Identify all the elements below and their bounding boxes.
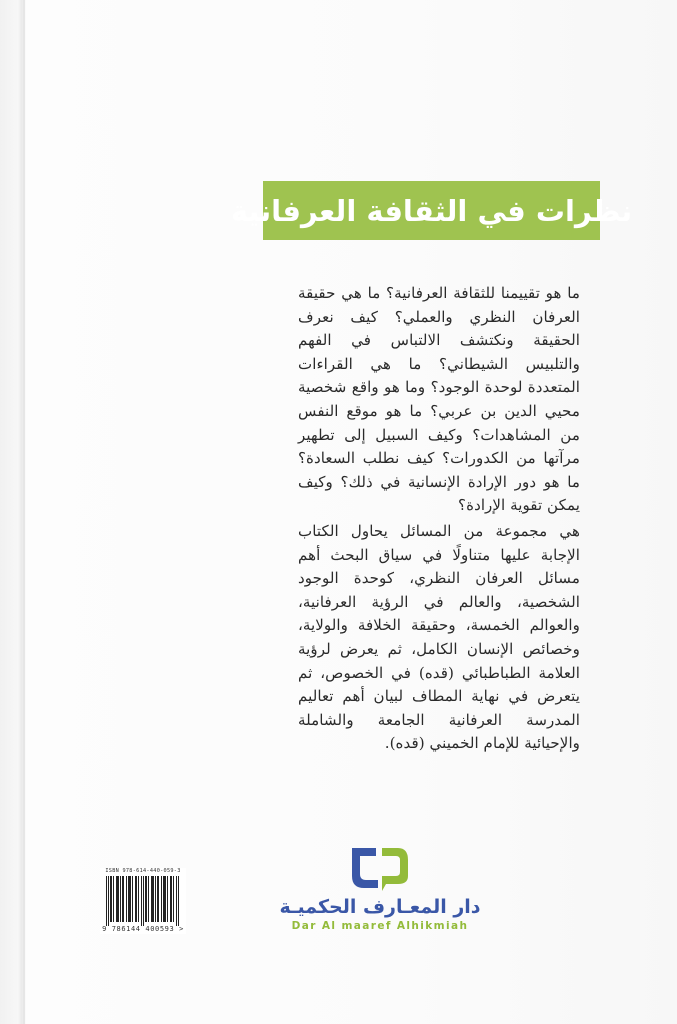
isbn-label: ISBN 978-614-440-059-3 <box>105 868 181 874</box>
title-banner <box>230 181 633 240</box>
publisher-block <box>280 840 480 940</box>
isbn-barcode <box>100 868 186 934</box>
barcode-digits: 9 786144 400593 > <box>102 925 184 933</box>
publisher-name-english: Dar Al maaref Alhikmiah <box>291 920 469 932</box>
blurb-text <box>298 282 580 756</box>
book-title: نظرات في الثقافة العرفانية <box>230 193 633 228</box>
spine-crease <box>23 0 25 1024</box>
barcode-bars-icon <box>106 876 182 926</box>
blurb-paragraph-2: هي مجموعة من المسائل يحاول الكتاب الإجابة عليها متناولًا في سياق البحث أهم مسائل العرفان النظري، كوحدة الوجود الشخصية، والعالم في الرؤية العرفانية، والعوالم الخمسة، وحقيقة الخلافة والولاية، وخصائص الإنسان الكامل، ثم يعرض لرؤية العلامة الطباطبائي (قده) في الخصوص، ثم يتعرض في نهاية المطاف لبيان أهم تعاليم المدرسة العرفانية الجامعة والشاملة والإحيائية للإمام الخميني (قده). <box>298 521 580 753</box>
blurb-paragraph-1: ما هو تقييمنا للثقافة العرفانية؟ ما هي حقيقة العرفان النظري والعملي؟ كيف نعرف الحقيقة ونكتشف الالتباس في الفهم والتلبيس الشيطاني؟ ما هي القراءات المتعددة لوحدة الوجود؟ وما هو واقع شخصية محيي الدين بن عربي؟ ما هو موقع النفس من المشاهدات؟ وكيف السبيل إلى تطهير مرآتها من الكدورات؟ كيف نطلب السعادة؟ ما هو دور الإرادة الإنسانية في ذلك؟ وكيف يمكن تقوية الإرادة؟ <box>298 284 580 515</box>
publisher-logo-icon <box>348 844 412 892</box>
publisher-name-arabic: دار المعـارف الحكميـة <box>279 896 481 918</box>
